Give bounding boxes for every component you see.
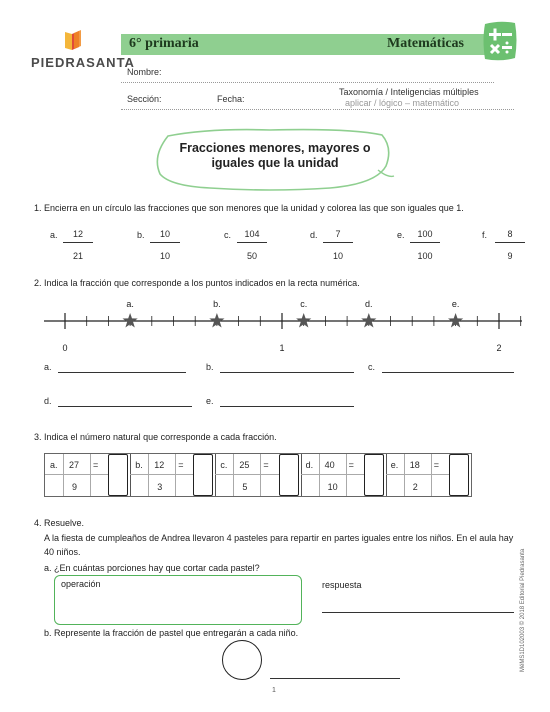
point-label: d. — [365, 299, 373, 309]
taxonomy-values: aplicar / lógico – matemático — [345, 98, 460, 108]
equals-sign: = — [263, 460, 269, 470]
fraction-numerator: 40 — [324, 460, 335, 470]
q2-answer-label: e. — [206, 396, 214, 406]
point-label: e. — [451, 299, 460, 309]
q1-fraction[interactable] — [63, 229, 93, 261]
header-bar — [121, 34, 494, 55]
name-row — [121, 62, 494, 83]
fraction-numerator: 18 — [409, 460, 420, 470]
equals-sign: = — [178, 460, 184, 470]
q4-body-2: 40 niños. — [44, 547, 81, 557]
answer-label: respuesta — [322, 580, 362, 590]
operation-label: operación — [61, 579, 101, 589]
q3-grid — [44, 453, 472, 497]
fraction-denominator: 50 — [246, 251, 257, 261]
q2-answer-line[interactable] — [382, 372, 514, 373]
q1-fraction[interactable] — [410, 229, 440, 261]
equals-sign: = — [93, 460, 99, 470]
operation-box[interactable] — [54, 575, 302, 625]
q3-answer-box[interactable] — [193, 454, 213, 496]
q1-fraction[interactable] — [150, 229, 180, 261]
q3-answer-box[interactable] — [449, 454, 469, 496]
point-label: c. — [300, 299, 308, 309]
taxonomy-row — [333, 85, 514, 110]
number-line — [0, 290, 550, 355]
math-operations-icon — [482, 20, 518, 62]
page-number: 1 — [272, 687, 276, 694]
q3-answer-box[interactable] — [364, 454, 384, 496]
q1-fraction[interactable] — [495, 229, 525, 261]
q2-answer-line[interactable] — [220, 372, 354, 373]
worksheet-title — [165, 141, 385, 171]
title-line-2: iguales que la unidad — [211, 156, 339, 170]
q1-option-label: b. — [137, 230, 145, 240]
q4-body-1: A la fiesta de cumpleaños de Andrea llevaron 4 pasteles para repartir en partes iguales entre los niños. En el aula hay — [44, 533, 514, 543]
fraction-numerator: 25 — [239, 460, 250, 470]
fraction-numerator: 12 — [63, 229, 93, 243]
grade-label: 6° primaria — [129, 36, 199, 51]
q3-option-label: d. — [305, 460, 314, 470]
q2-answer-label: d. — [44, 396, 52, 406]
fraction-numerator: 100 — [410, 229, 440, 243]
publisher-name: PIEDRASANTA — [31, 55, 135, 70]
q4-heading: 4. Resuelve. — [34, 518, 85, 528]
fraction-denominator: 9 — [72, 482, 78, 492]
q3-option-label: c. — [220, 460, 228, 470]
copyright-side-text: MéMS1D102003 © 2018 Editorial Piedrasanta — [520, 548, 526, 672]
date-row — [215, 85, 331, 110]
q4-part-b: b. Represente la fracción de pastel que entregarán a cada niño. — [44, 628, 299, 638]
q2-answer-label: a. — [44, 362, 52, 372]
q1-option-label: f. — [482, 230, 488, 240]
fraction-numerator: 27 — [69, 460, 80, 470]
answer-line[interactable] — [322, 612, 514, 613]
q3-answer-box[interactable] — [108, 454, 128, 496]
q1-option-label: a. — [50, 230, 58, 240]
q2-answer-line[interactable] — [58, 372, 186, 373]
q3-option-label: a. — [50, 460, 58, 470]
q2-instruction: 2. Indica la fracción que corresponde a los puntos indicados en la recta numérica. — [34, 278, 360, 288]
axis-tick-label: 2 — [496, 343, 502, 353]
taxonomy-label: Taxonomía / Inteligencias múltiples — [339, 87, 479, 97]
fraction-numerator: 104 — [237, 229, 267, 243]
point-label: b. — [213, 299, 221, 309]
fraction-denominator: 9 — [507, 251, 513, 261]
fraction-numerator: 8 — [495, 229, 525, 243]
point-label: a. — [126, 299, 134, 309]
q3-cell-divider — [130, 454, 131, 496]
fraction-denominator: 5 — [242, 482, 248, 492]
q1-option-label: d. — [310, 230, 318, 240]
section-row — [121, 85, 213, 110]
q3-cell-divider — [386, 454, 387, 496]
equals-sign: = — [348, 460, 354, 470]
fraction-answer-line[interactable] — [270, 678, 400, 679]
fraction-denominator: 10 — [332, 251, 343, 261]
q1-option-label: e. — [397, 230, 405, 240]
publisher-logo-icon — [63, 30, 83, 52]
fraction-denominator: 100 — [417, 251, 433, 261]
q1-option-label: c. — [224, 230, 232, 240]
title-line-1: Fracciones menores, mayores o — [179, 141, 371, 155]
q2-answer-line[interactable] — [58, 406, 192, 407]
q1-fraction[interactable] — [323, 229, 353, 261]
fraction-numerator: 7 — [323, 229, 353, 243]
equals-sign: = — [433, 460, 440, 470]
q1-instruction: 1. Encierra en un círculo las fracciones que son menores que la unidad y colorea las que son iguales que 1. — [34, 203, 464, 213]
fraction-numerator: 12 — [154, 460, 165, 470]
q3-cell-divider — [301, 454, 302, 496]
fraction-denominator: 21 — [72, 251, 83, 261]
q3-cell-divider — [215, 454, 216, 496]
q3-answer-box[interactable] — [279, 454, 299, 496]
q2-answer-line[interactable] — [220, 406, 354, 407]
axis-tick-label: 0 — [62, 343, 68, 353]
cake-circle[interactable] — [222, 640, 262, 680]
fraction-denominator: 2 — [412, 482, 418, 492]
q2-answer-label: b. — [206, 362, 214, 372]
fraction-denominator: 10 — [327, 482, 338, 492]
fraction-numerator: 10 — [150, 229, 180, 243]
section-label: Sección: — [127, 94, 162, 104]
fraction-denominator: 10 — [159, 251, 170, 261]
q3-option-label: b. — [135, 460, 143, 470]
q2-answer-label: c. — [368, 362, 376, 372]
q1-fraction[interactable] — [237, 229, 267, 261]
subject-label: Matemáticas — [387, 36, 464, 51]
q4-part-a: a. ¿En cuántas porciones hay que cortar cada pastel? — [44, 563, 260, 573]
q3-option-label: e. — [390, 460, 399, 470]
date-label: Fecha: — [217, 94, 245, 104]
axis-tick-label: 1 — [279, 343, 285, 353]
fraction-denominator: 3 — [157, 482, 163, 492]
name-label: Nombre: — [127, 67, 162, 77]
q3-instruction: 3. Indica el número natural que corresponde a cada fracción. — [34, 432, 277, 442]
